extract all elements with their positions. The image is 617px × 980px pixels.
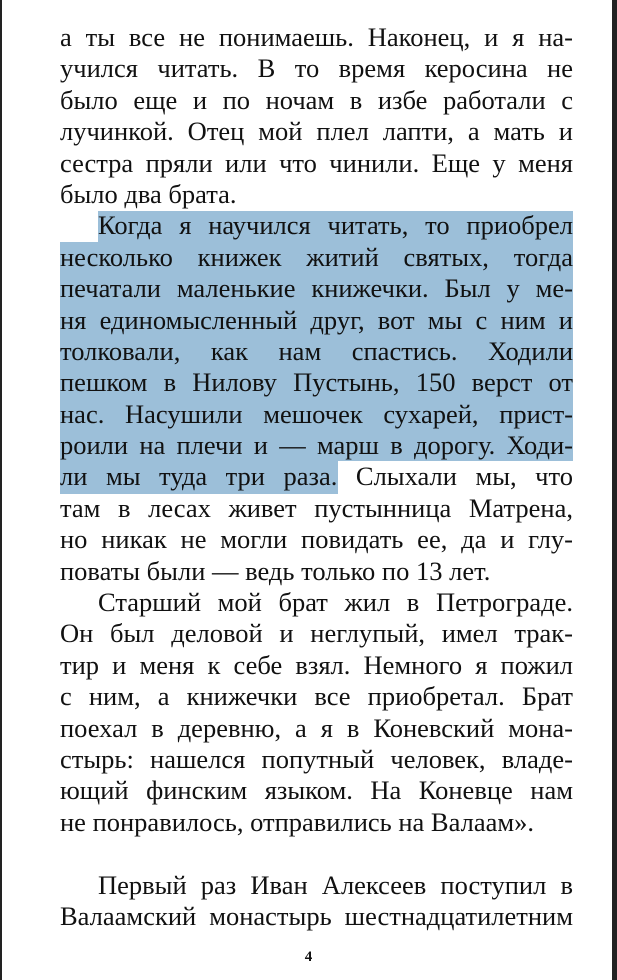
page-border-right	[612, 0, 617, 980]
text-line: учился читать. В то время керосина не	[60, 53, 573, 84]
text-line: поехал в деревню, а я в Коневский мона-	[60, 712, 573, 743]
text-line: но никак не могли повидать ее, да и глу-	[60, 524, 573, 555]
text-line: сестра пряли или что чинили. Еще у меня	[60, 147, 573, 178]
text-line: там в лесах живет пустынница Матрена,	[60, 492, 573, 523]
text-line: ющий финским языком. На Коневце нам	[60, 775, 573, 806]
document-page	[60, 22, 573, 932]
text-line-selected[interactable]: Когда я научился читать, то приобрел	[98, 210, 573, 241]
text-line: не понравилось, отправились на Валаам».	[60, 806, 534, 837]
text-line: поваты были — ведь только по 13 лет.	[60, 555, 491, 586]
text-line: тир и меня к себе взял. Немного я пожил	[60, 649, 573, 680]
text-line-selected[interactable]: роили на плечи и — марш в дорогу. Ходи-	[60, 430, 573, 461]
text-line: Старший мой брат жил в Петрограде.	[98, 587, 573, 618]
paragraph-gap	[60, 838, 573, 869]
text-line: было два брата.	[60, 178, 237, 209]
text-line: лучинкой. Отец мой плел лапти, а мать и	[60, 116, 573, 147]
text-line: Первый раз Иван Алексеев поступил в	[98, 869, 573, 900]
text-line: было еще и по ночам в избе работали с	[60, 84, 573, 115]
text-line: Он был деловой и неглупый, имел трак-	[60, 618, 573, 649]
text-line-selected[interactable]: пешком в Нилову Пустынь, 150 верст от	[60, 367, 573, 398]
text-line-selected[interactable]: нас. Насушили мешочек сухарей, прист-	[60, 398, 573, 429]
text-line: Валаамский монастырь шестнадцатилетним	[60, 900, 573, 931]
text-line: стырь: нашелся попутный человек, владе-	[60, 743, 573, 774]
text-line-selected[interactable]: печатали маленькие книжечки. Был у ме-	[60, 273, 573, 304]
text-line: а ты все не понимаешь. Наконец, и я на-	[60, 22, 573, 52]
text-line: ли мы туда три раза. Слыхали мы, что	[60, 461, 573, 492]
text-line-selected[interactable]: несколько книжек житий святых, тогда	[60, 241, 573, 272]
page-number: 4	[304, 949, 313, 965]
text-line: с ним, а книжечки все приобретал. Брат	[60, 681, 573, 712]
page-border-left	[0, 0, 2, 980]
text-line-selected[interactable]: ня единомысленный друг, вот мы с ним и	[60, 304, 573, 335]
text-line-selected[interactable]: толковали, как нам спастись. Ходили	[60, 335, 573, 366]
